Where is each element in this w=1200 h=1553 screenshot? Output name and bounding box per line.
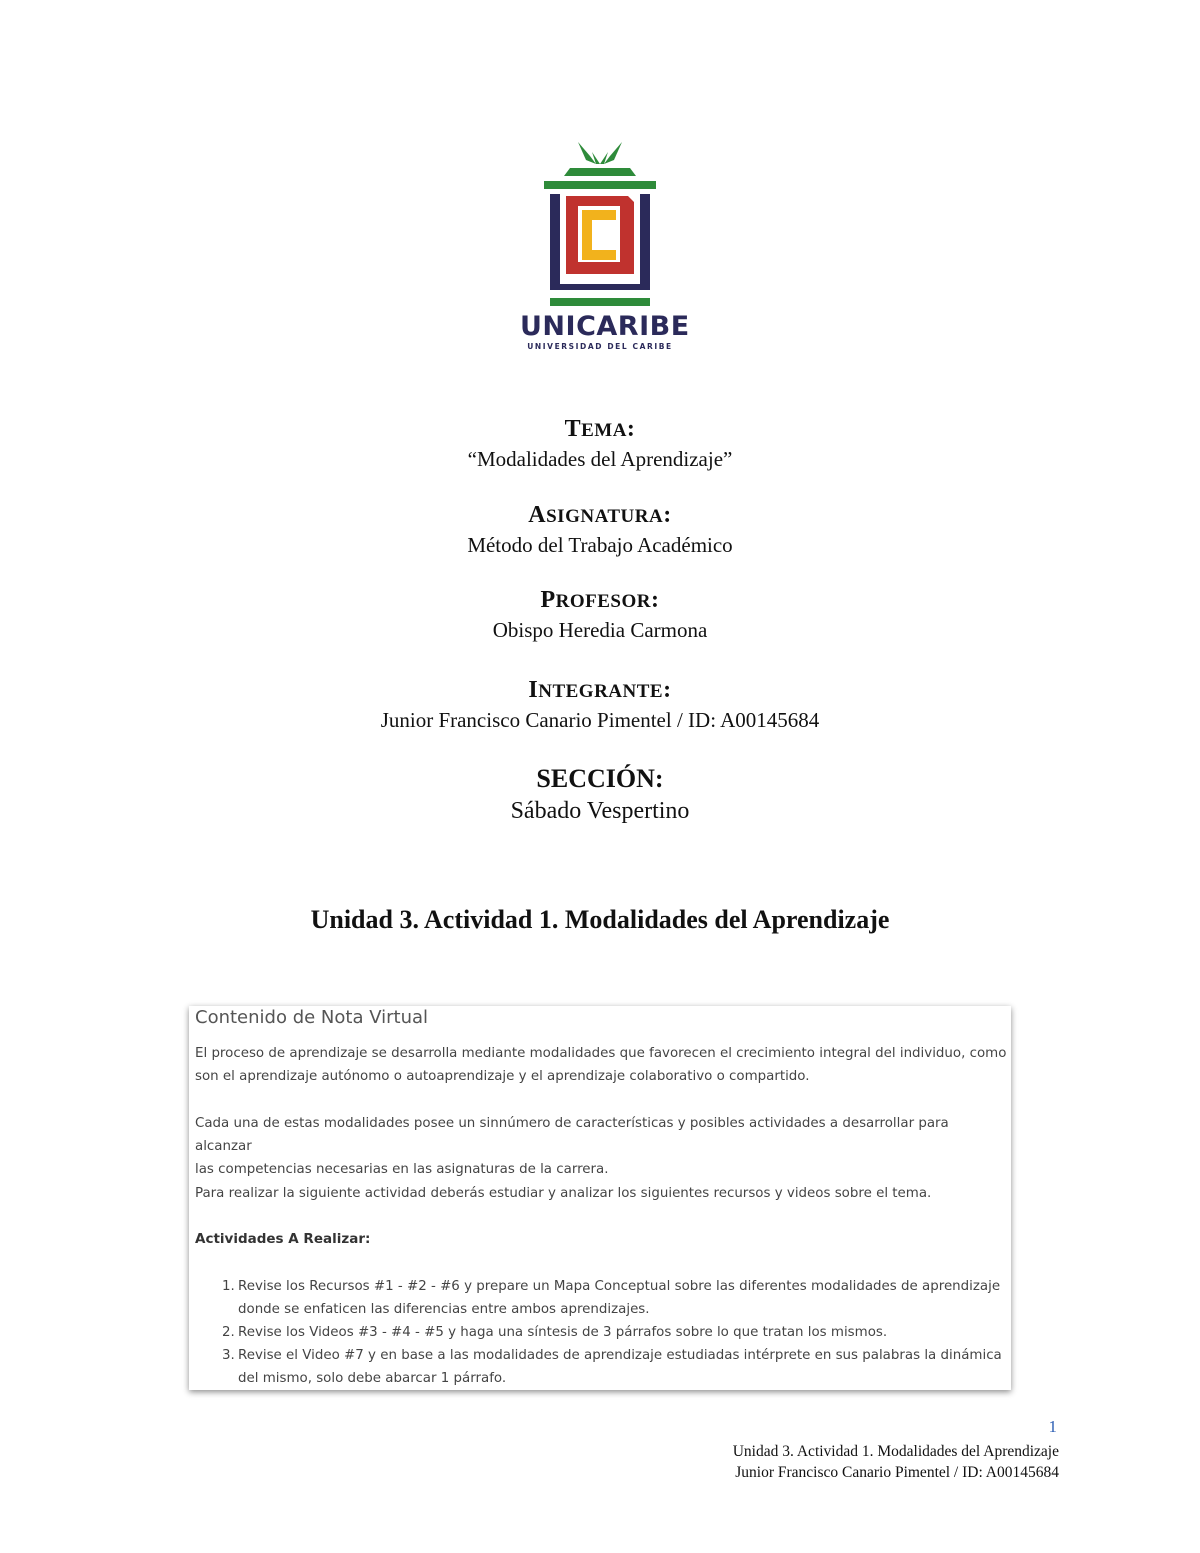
seccion-label: SECCIÓN: (536, 764, 664, 793)
tema-label: TEMA: (564, 416, 636, 442)
unit-title: Unidad 3. Actividad 1. Modalidades del Aprendizaje (310, 905, 890, 934)
footer (733, 1441, 1059, 1483)
footer-line-2: Junior Francisco Canario Pimentel / ID: A00145684 (735, 1464, 1059, 1481)
screenshot-paragraph-3: Para realizar la siguiente actividad deberás estudiar y analizar los siguientes recursos y videos sobre el tema. (195, 1186, 932, 1201)
logo-emblem-icon (520, 138, 680, 310)
asignatura-section (0, 501, 1200, 559)
screenshot-title: Contenido de Nota Virtual (195, 1007, 429, 1028)
profesor-section (0, 586, 1200, 644)
page-number: 1 (1048, 1417, 1057, 1436)
seccion-value: Sábado Vespertino (510, 798, 690, 824)
tema-value: “Modalidades del Aprendizaje” (467, 447, 733, 471)
screenshot-paragraph-2: Cada una de estas modalidades posee un sinnúmero de características y posibles actividades a desarrollar para alcanzar las competencias necesarias en las asignaturas de la carrera. (195, 1116, 949, 1177)
integrante-section (0, 676, 1200, 734)
profesor-value: Obispo Heredia Carmona (492, 618, 708, 642)
seccion-section (0, 763, 1200, 827)
footer-line-1: Unidad 3. Actividad 1. Modalidades del Aprendizaje (732, 1443, 1059, 1460)
asignatura-label: ASIGNATURA: (528, 502, 672, 528)
logo-subtitle: UNIVERSIDAD DEL CARIBE (527, 342, 673, 351)
tema-section (0, 415, 1200, 473)
screenshot-paragraph-1: El proceso de aprendizaje se desarrolla mediante modalidades que favorecen el crecimiento integral del individuo, como son el aprendizaje autónomo o autoaprendizaje y el aprendizaje colaborativo o compartido. (195, 1046, 1007, 1084)
asignatura-value: Método del Trabajo Académico (467, 533, 733, 557)
logo-name: UNICARIBE (520, 311, 690, 342)
integrante-label: INTEGRANTE: (528, 677, 672, 703)
profesor-label: PROFESOR: (540, 587, 660, 613)
integrante-value: Junior Francisco Canario Pimentel / ID: A00145684 (380, 708, 820, 732)
unicaribe-logo (520, 138, 690, 358)
embedded-screenshot: Contenido de Nota Virtual El proceso de aprendizaje se desarrolla mediante modalidades que favorecen el crecimiento integral del individuo, como son el aprendizaje autónomo o autoaprendizaje y el aprendizaje colaborativo o compartido. Cada una de estas modalidades posee un sinnúmero de características y posibles actividades a desarrollar para alcanzar las competencias necesarias en las asignaturas de la carrera. Para realizar la siguiente actividad deberás estudiar y analizar los siguientes recursos y videos sobre el tema. Actividades A Realizar: 1. Revise los Recursos #1 - #2 - #6 y prepare un Mapa Conceptual sobre las diferentes modalidades de aprendizaje donde se enfaticen las diferencias entre ambos aprendizajes. 2. Revise los Videos #3 - #4 - #5 y haga una síntesis de 3 párrafos sobre lo que tratan los mismos. 3. Revise el Video #7 y en base a las modalidades de aprendizaje estudiadas intérprete en sus palabras la dinámica del mismo, solo debe abarcar 1 párrafo. (189, 1006, 1011, 1390)
activities-heading: Actividades A Realizar: (195, 1231, 371, 1247)
